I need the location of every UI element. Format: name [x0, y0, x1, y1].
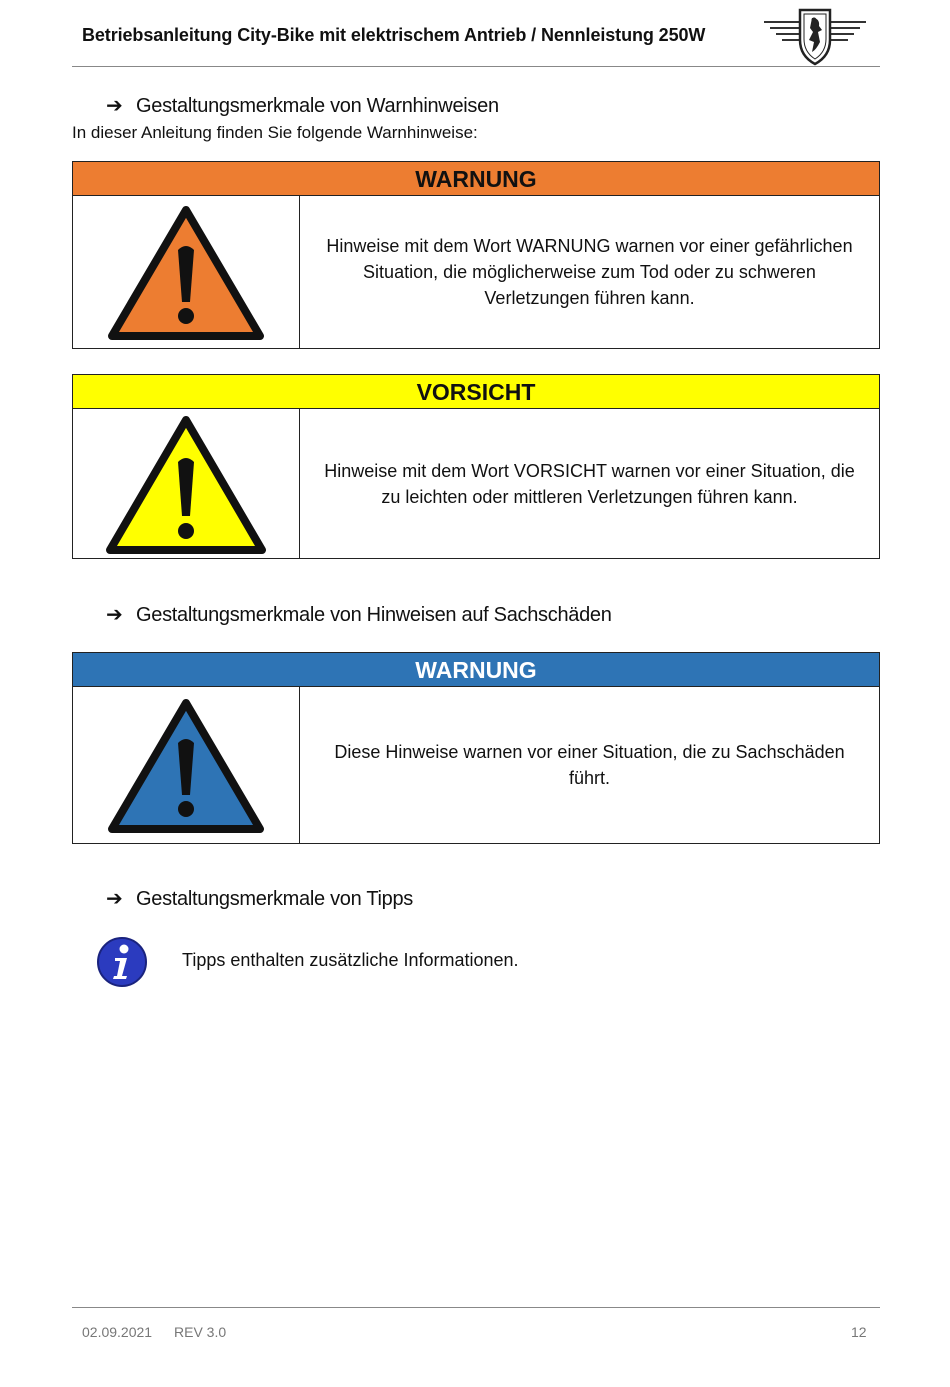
- section-heading-property-damage: ➔ Gestaltungsmerkmale von Hinweisen auf Sachschäden: [106, 604, 612, 626]
- arrow-right-icon: ➔: [106, 604, 123, 626]
- property-damage-notice-text: Diese Hinweise warnen vor einer Situation, die zu Sachschäden führt.: [334, 742, 845, 788]
- warning-triangle-icon: [106, 202, 266, 342]
- winged-shield-logo-icon: [762, 6, 868, 66]
- footer-revision: REV 3.0: [174, 1324, 227, 1340]
- section-heading-tips: ➔ Gestaltungsmerkmale von Tipps: [106, 888, 413, 910]
- footer-divider: [72, 1307, 880, 1308]
- warning-notice-text: Hinweise mit dem Wort WARNUNG warnen vor einer gefährlichen Situation, die möglicherweise zum Tod oder zu schweren Verletzungen führen kann.: [326, 236, 853, 308]
- header-divider: [72, 66, 880, 67]
- tip-text: Tipps enthalten zusätzliche Informationen.: [182, 950, 519, 970]
- section-heading-warnings: ➔ Gestaltungsmerkmale von Warnhinweisen: [106, 95, 499, 117]
- property-damage-notice-box: [72, 652, 880, 844]
- property-damage-notice-label: WARNUNG: [73, 653, 879, 687]
- warning-notice-box: [72, 161, 880, 349]
- caution-notice-box: [72, 374, 880, 559]
- warning-notice-label: WARNUNG: [73, 162, 879, 196]
- caution-notice-text: Hinweise mit dem Wort VORSICHT warnen vor einer Situation, die zu leichten oder mittleren Verletzungen führen kann.: [324, 460, 855, 507]
- document-title: Betriebsanleitung City-Bike mit elektrischem Antrieb / Nennleistung 250W: [82, 25, 706, 45]
- warnings-intro-text: In dieser Anleitung finden Sie folgende Warnhinweise:: [72, 123, 478, 142]
- caution-notice-label: VORSICHT: [73, 375, 879, 409]
- page-number: 12: [851, 1324, 867, 1340]
- footer-date: 02.09.2021: [82, 1324, 153, 1340]
- info-icon: [96, 936, 148, 988]
- property-damage-triangle-icon: [106, 695, 266, 835]
- caution-triangle-icon: [104, 412, 268, 556]
- arrow-right-icon: ➔: [106, 95, 123, 117]
- arrow-right-icon: ➔: [106, 888, 123, 910]
